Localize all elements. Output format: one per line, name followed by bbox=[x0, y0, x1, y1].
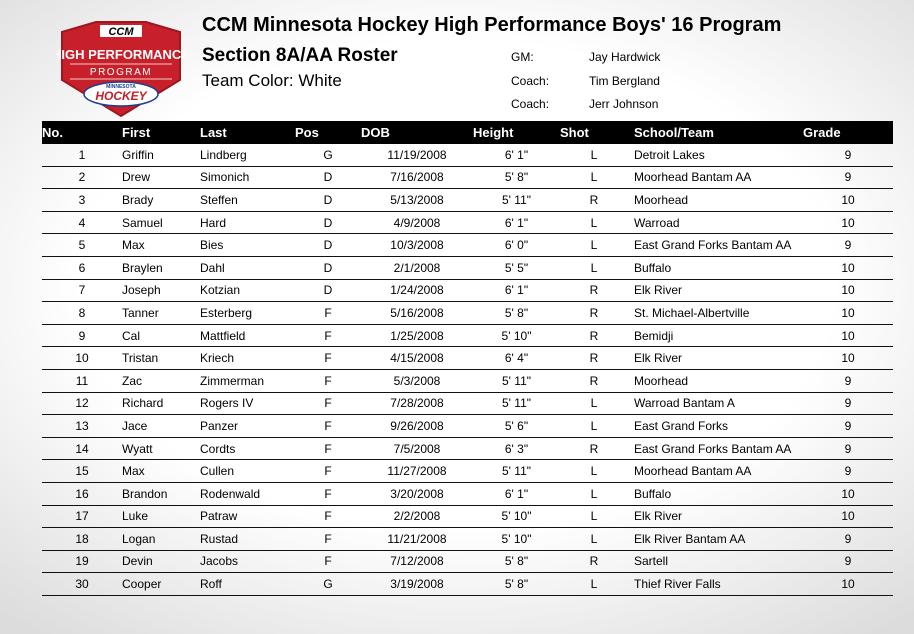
cell-school: Warroad bbox=[628, 211, 803, 234]
cell-dob: 5/13/2008 bbox=[361, 189, 473, 212]
cell-height: 6' 1" bbox=[473, 211, 560, 234]
cell-last: Rogers IV bbox=[200, 392, 295, 415]
cell-pos: F bbox=[295, 392, 361, 415]
cell-last: Jacobs bbox=[200, 550, 295, 573]
cell-dob: 3/20/2008 bbox=[361, 482, 473, 505]
cell-no: 2 bbox=[42, 166, 122, 189]
cell-last: Cullen bbox=[200, 460, 295, 483]
cell-pos: D bbox=[295, 279, 361, 302]
cell-last: Rustad bbox=[200, 528, 295, 551]
cell-height: 5' 10" bbox=[473, 528, 560, 551]
cell-first: Braylen bbox=[122, 256, 200, 279]
cell-grade: 10 bbox=[803, 189, 893, 212]
cell-shot: L bbox=[560, 166, 628, 189]
cell-dob: 5/3/2008 bbox=[361, 369, 473, 392]
table-row bbox=[42, 279, 893, 302]
cell-first: Samuel bbox=[122, 211, 200, 234]
cell-school: Elk River bbox=[628, 347, 803, 370]
cell-no: 1 bbox=[42, 144, 122, 166]
cell-dob: 1/24/2008 bbox=[361, 279, 473, 302]
cell-height: 6' 1" bbox=[473, 482, 560, 505]
cell-shot: L bbox=[560, 211, 628, 234]
cell-school: Moorhead Bantam AA bbox=[628, 166, 803, 189]
cell-grade: 10 bbox=[803, 482, 893, 505]
table-row bbox=[42, 324, 893, 347]
cell-height: 6' 3" bbox=[473, 437, 560, 460]
cell-grade: 9 bbox=[803, 415, 893, 438]
cell-first: Drew bbox=[122, 166, 200, 189]
cell-grade: 10 bbox=[803, 256, 893, 279]
cell-first: Devin bbox=[122, 550, 200, 573]
cell-first: Jace bbox=[122, 415, 200, 438]
cell-dob: 7/12/2008 bbox=[361, 550, 473, 573]
cell-shot: L bbox=[560, 505, 628, 528]
page-title: CCM Minnesota Hockey High Performance Boys' 16 Program bbox=[202, 14, 782, 36]
cell-shot: L bbox=[560, 234, 628, 257]
cell-height: 5' 10" bbox=[473, 324, 560, 347]
table-row bbox=[42, 347, 893, 370]
cell-no: 9 bbox=[42, 324, 122, 347]
column-header-pos: Pos bbox=[295, 121, 361, 144]
cell-grade: 9 bbox=[803, 369, 893, 392]
cell-grade: 10 bbox=[803, 505, 893, 528]
table-row bbox=[42, 573, 893, 596]
cell-first: Zac bbox=[122, 369, 200, 392]
cell-height: 5' 8" bbox=[473, 550, 560, 573]
logo-badge-main: HOCKEY bbox=[95, 89, 147, 103]
cell-school: Buffalo bbox=[628, 482, 803, 505]
cell-grade: 9 bbox=[803, 550, 893, 573]
cell-no: 3 bbox=[42, 189, 122, 212]
cell-no: 12 bbox=[42, 392, 122, 415]
cell-school: Moorhead Bantam AA bbox=[628, 460, 803, 483]
cell-grade: 9 bbox=[803, 234, 893, 257]
cell-pos: F bbox=[295, 550, 361, 573]
table-row bbox=[42, 302, 893, 325]
staff-name: Tim Bergland bbox=[589, 73, 660, 88]
staff-name: Jerr Johnson bbox=[589, 97, 659, 111]
table-row bbox=[42, 144, 893, 166]
cell-school: Detroit Lakes bbox=[628, 144, 803, 166]
cell-height: 5' 5" bbox=[473, 256, 560, 279]
cell-height: 6' 1" bbox=[473, 279, 560, 302]
cell-shot: R bbox=[560, 324, 628, 347]
cell-height: 5' 6" bbox=[473, 415, 560, 438]
cell-height: 6' 1" bbox=[473, 144, 560, 166]
cell-no: 10 bbox=[42, 347, 122, 370]
table-row bbox=[42, 437, 893, 460]
cell-dob: 7/16/2008 bbox=[361, 166, 473, 189]
cell-last: Kotzian bbox=[200, 279, 295, 302]
cell-last: Esterberg bbox=[200, 302, 295, 325]
table-row bbox=[42, 369, 893, 392]
cell-no: 6 bbox=[42, 256, 122, 279]
cell-last: Steffen bbox=[200, 189, 295, 212]
cell-first: Max bbox=[122, 234, 200, 257]
cell-first: Luke bbox=[122, 505, 200, 528]
cell-no: 15 bbox=[42, 460, 122, 483]
cell-grade: 9 bbox=[803, 460, 893, 483]
cell-last: Roff bbox=[200, 573, 295, 596]
roster-table bbox=[42, 121, 893, 596]
cell-shot: L bbox=[560, 256, 628, 279]
team-color: Team Color: White bbox=[202, 71, 342, 90]
cell-school: St. Michael-Albertville bbox=[628, 302, 803, 325]
cell-shot: L bbox=[560, 415, 628, 438]
cell-shot: R bbox=[560, 347, 628, 370]
cell-school: Elk River bbox=[628, 505, 803, 528]
table-row bbox=[42, 482, 893, 505]
table-row bbox=[42, 234, 893, 257]
cell-last: Lindberg bbox=[200, 144, 295, 166]
cell-grade: 9 bbox=[803, 166, 893, 189]
cell-school: East Grand Forks Bantam AA bbox=[628, 234, 803, 257]
cell-no: 14 bbox=[42, 437, 122, 460]
cell-last: Hard bbox=[200, 211, 295, 234]
cell-dob: 9/26/2008 bbox=[361, 415, 473, 438]
cell-dob: 4/9/2008 bbox=[361, 211, 473, 234]
cell-shot: R bbox=[560, 302, 628, 325]
table-row bbox=[42, 256, 893, 279]
cell-no: 5 bbox=[42, 234, 122, 257]
table-row bbox=[42, 392, 893, 415]
cell-grade: 9 bbox=[803, 144, 893, 166]
cell-school: Buffalo bbox=[628, 256, 803, 279]
cell-pos: D bbox=[295, 211, 361, 234]
cell-no: 16 bbox=[42, 482, 122, 505]
cell-pos: G bbox=[295, 573, 361, 596]
column-header-shot: Shot bbox=[560, 121, 628, 144]
cell-no: 30 bbox=[42, 573, 122, 596]
staff-name: Jay Hardwick bbox=[589, 50, 661, 64]
cell-grade: 9 bbox=[803, 528, 893, 551]
cell-height: 5' 11" bbox=[473, 189, 560, 212]
table-row bbox=[42, 211, 893, 234]
cell-last: Patraw bbox=[200, 505, 295, 528]
cell-pos: F bbox=[295, 482, 361, 505]
cell-pos: F bbox=[295, 528, 361, 551]
cell-dob: 11/27/2008 bbox=[361, 460, 473, 483]
table-header-row bbox=[42, 121, 893, 144]
column-header-no: No. bbox=[42, 121, 122, 144]
cell-shot: L bbox=[560, 460, 628, 483]
high-performance-logo bbox=[56, 20, 186, 120]
cell-school: Moorhead bbox=[628, 189, 803, 212]
table-row bbox=[42, 415, 893, 438]
cell-first: Wyatt bbox=[122, 437, 200, 460]
cell-grade: 10 bbox=[803, 573, 893, 596]
cell-dob: 4/15/2008 bbox=[361, 347, 473, 370]
cell-shot: L bbox=[560, 392, 628, 415]
cell-first: Joseph bbox=[122, 279, 200, 302]
cell-grade: 10 bbox=[803, 302, 893, 325]
cell-shot: L bbox=[560, 482, 628, 505]
column-header-grade: Grade bbox=[803, 121, 893, 144]
cell-pos: F bbox=[295, 505, 361, 528]
cell-school: East Grand Forks Bantam AA bbox=[628, 437, 803, 460]
column-header-school: School/Team bbox=[628, 121, 803, 144]
cell-pos: F bbox=[295, 437, 361, 460]
cell-height: 5' 8" bbox=[473, 166, 560, 189]
cell-school: Sartell bbox=[628, 550, 803, 573]
cell-dob: 5/16/2008 bbox=[361, 302, 473, 325]
cell-shot: R bbox=[560, 189, 628, 212]
logo-line2: PROGRAM bbox=[89, 67, 153, 78]
cell-grade: 9 bbox=[803, 392, 893, 415]
cell-last: Panzer bbox=[200, 415, 295, 438]
cell-no: 8 bbox=[42, 302, 122, 325]
cell-first: Max bbox=[122, 460, 200, 483]
cell-pos: D bbox=[295, 166, 361, 189]
cell-grade: 9 bbox=[803, 437, 893, 460]
cell-height: 5' 8" bbox=[473, 302, 560, 325]
cell-pos: F bbox=[295, 324, 361, 347]
cell-dob: 10/3/2008 bbox=[361, 234, 473, 257]
cell-height: 6' 0" bbox=[473, 234, 560, 257]
cell-school: East Grand Forks bbox=[628, 415, 803, 438]
cell-height: 5' 10" bbox=[473, 505, 560, 528]
staff-role: Coach: bbox=[511, 73, 550, 88]
cell-no: 18 bbox=[42, 528, 122, 551]
cell-last: Cordts bbox=[200, 437, 295, 460]
cell-first: Tanner bbox=[122, 302, 200, 325]
logo-line1: HIGH PERFORMANCE bbox=[56, 47, 186, 62]
cell-pos: D bbox=[295, 256, 361, 279]
cell-pos: D bbox=[295, 189, 361, 212]
cell-pos: G bbox=[295, 144, 361, 166]
cell-last: Rodenwald bbox=[200, 482, 295, 505]
cell-pos: D bbox=[295, 234, 361, 257]
cell-pos: F bbox=[295, 369, 361, 392]
cell-grade: 10 bbox=[803, 347, 893, 370]
cell-shot: R bbox=[560, 437, 628, 460]
table-row bbox=[42, 550, 893, 573]
cell-first: Tristan bbox=[122, 347, 200, 370]
staff-role: GM: bbox=[511, 50, 534, 64]
cell-dob: 2/1/2008 bbox=[361, 256, 473, 279]
cell-dob: 11/19/2008 bbox=[361, 144, 473, 166]
column-header-last: Last bbox=[200, 121, 295, 144]
cell-no: 13 bbox=[42, 415, 122, 438]
logo-badge-top: MINNESOTA bbox=[106, 84, 136, 90]
table-row bbox=[42, 505, 893, 528]
cell-shot: R bbox=[560, 550, 628, 573]
cell-shot: R bbox=[560, 369, 628, 392]
cell-last: Simonich bbox=[200, 166, 295, 189]
cell-last: Dahl bbox=[200, 256, 295, 279]
cell-last: Kriech bbox=[200, 347, 295, 370]
table-row bbox=[42, 528, 893, 551]
cell-dob: 2/2/2008 bbox=[361, 505, 473, 528]
cell-no: 7 bbox=[42, 279, 122, 302]
cell-last: Mattfield bbox=[200, 324, 295, 347]
cell-dob: 1/25/2008 bbox=[361, 324, 473, 347]
column-header-dob: DOB bbox=[361, 121, 473, 144]
cell-pos: F bbox=[295, 460, 361, 483]
logo-brand: CCM bbox=[108, 26, 134, 38]
table-row bbox=[42, 166, 893, 189]
cell-grade: 10 bbox=[803, 324, 893, 347]
cell-shot: L bbox=[560, 528, 628, 551]
cell-no: 11 bbox=[42, 369, 122, 392]
cell-last: Zimmerman bbox=[200, 369, 295, 392]
cell-height: 5' 11" bbox=[473, 392, 560, 415]
column-header-first: First bbox=[122, 121, 200, 144]
cell-height: 5' 8" bbox=[473, 573, 560, 596]
cell-dob: 3/19/2008 bbox=[361, 573, 473, 596]
cell-no: 4 bbox=[42, 211, 122, 234]
cell-height: 6' 4" bbox=[473, 347, 560, 370]
cell-pos: F bbox=[295, 302, 361, 325]
cell-no: 17 bbox=[42, 505, 122, 528]
cell-shot: L bbox=[560, 573, 628, 596]
table-row bbox=[42, 189, 893, 212]
cell-shot: R bbox=[560, 279, 628, 302]
table-row bbox=[42, 460, 893, 483]
cell-school: Bemidji bbox=[628, 324, 803, 347]
roster-body bbox=[42, 144, 893, 595]
cell-height: 5' 11" bbox=[473, 460, 560, 483]
cell-pos: F bbox=[295, 347, 361, 370]
cell-dob: 7/5/2008 bbox=[361, 437, 473, 460]
roster-subtitle: Section 8A/AA Roster bbox=[202, 45, 398, 66]
cell-school: Warroad Bantam A bbox=[628, 392, 803, 415]
column-header-height: Height bbox=[473, 121, 560, 144]
cell-school: Thief River Falls bbox=[628, 573, 803, 596]
cell-dob: 11/21/2008 bbox=[361, 528, 473, 551]
cell-grade: 10 bbox=[803, 279, 893, 302]
staff-role: Coach: bbox=[511, 97, 550, 111]
cell-first: Brady bbox=[122, 189, 200, 212]
cell-grade: 10 bbox=[803, 211, 893, 234]
cell-first: Griffin bbox=[122, 144, 200, 166]
logo-shield-icon bbox=[56, 20, 186, 120]
cell-school: Moorhead bbox=[628, 369, 803, 392]
cell-school: Elk River bbox=[628, 279, 803, 302]
cell-no: 19 bbox=[42, 550, 122, 573]
cell-last: Bies bbox=[200, 234, 295, 257]
cell-first: Cooper bbox=[122, 573, 200, 596]
cell-shot: L bbox=[560, 144, 628, 166]
cell-dob: 7/28/2008 bbox=[361, 392, 473, 415]
cell-first: Cal bbox=[122, 324, 200, 347]
cell-height: 5' 11" bbox=[473, 369, 560, 392]
cell-first: Richard bbox=[122, 392, 200, 415]
cell-school: Elk River Bantam AA bbox=[628, 528, 803, 551]
cell-first: Brandon bbox=[122, 482, 200, 505]
cell-first: Logan bbox=[122, 528, 200, 551]
cell-pos: F bbox=[295, 415, 361, 438]
